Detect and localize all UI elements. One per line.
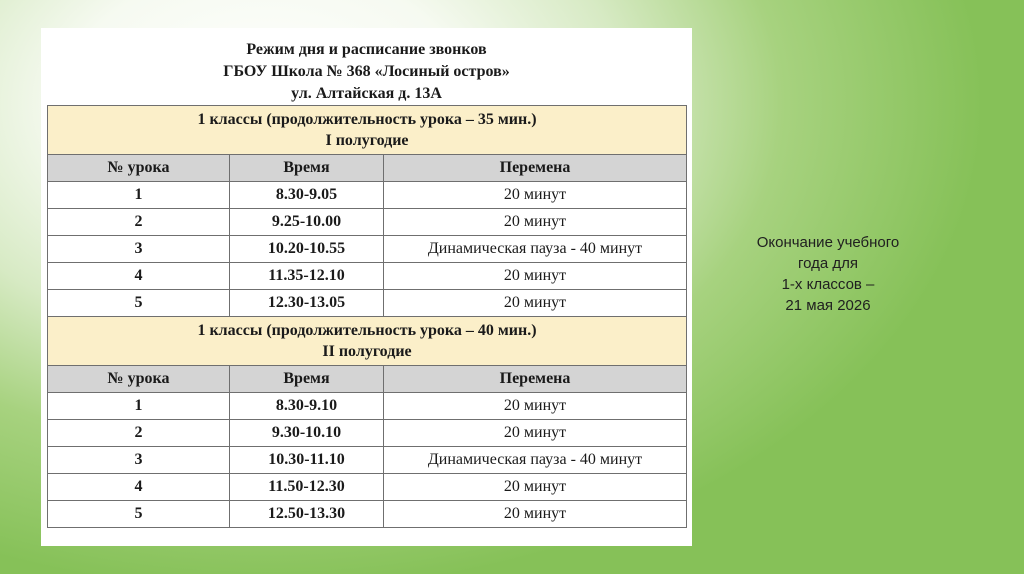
column-header-time: Время <box>230 155 384 182</box>
lesson-time: 8.30-9.05 <box>230 182 384 209</box>
break-duration: 20 минут <box>384 420 687 447</box>
lesson-time: 9.25-10.00 <box>230 209 384 236</box>
schedule-document <box>41 28 692 546</box>
period-header <box>48 317 687 366</box>
column-header-break: Перемена <box>384 155 687 182</box>
note-line: года для <box>797 255 859 272</box>
column-header-lesson: № урока <box>48 366 230 393</box>
break-duration: 20 минут <box>384 290 687 317</box>
lesson-time: 11.50-12.30 <box>230 474 384 501</box>
lesson-number: 2 <box>48 209 230 236</box>
title-line: ГБОУ Школа № 368 «Лосиный остров» <box>223 63 510 80</box>
period-title: 1 классы (продолжительность урока – 35 мин.) <box>197 111 537 128</box>
bell-schedule-table <box>47 105 687 528</box>
column-header-row <box>48 155 687 182</box>
school-year-end-note <box>718 232 938 316</box>
period-header <box>48 106 687 155</box>
lesson-time: 11.35-12.10 <box>230 263 384 290</box>
lesson-time: 9.30-10.10 <box>230 420 384 447</box>
lesson-number: 4 <box>48 263 230 290</box>
title-line: Режим дня и расписание звонков <box>246 41 487 58</box>
break-duration: 20 минут <box>384 393 687 420</box>
table-row <box>48 236 687 263</box>
lesson-number: 2 <box>48 420 230 447</box>
table-row <box>48 209 687 236</box>
note-line: 21 мая 2026 <box>785 297 871 314</box>
break-duration: 20 минут <box>384 209 687 236</box>
lesson-time: 12.30-13.05 <box>230 290 384 317</box>
table-row <box>48 474 687 501</box>
period-header-row <box>48 106 687 155</box>
break-duration: 20 минут <box>384 474 687 501</box>
break-duration: Динамическая пауза - 40 минут <box>384 447 687 474</box>
table-row <box>48 501 687 528</box>
table-row <box>48 182 687 209</box>
lesson-number: 4 <box>48 474 230 501</box>
period-subtitle: II полугодие <box>322 343 412 360</box>
lesson-time: 10.30-11.10 <box>230 447 384 474</box>
document-title <box>47 36 686 105</box>
title-line: ул. Алтайская д. 13А <box>291 85 442 102</box>
column-header-lesson: № урока <box>48 155 230 182</box>
lesson-time: 10.20-10.55 <box>230 236 384 263</box>
lesson-number: 1 <box>48 182 230 209</box>
note-line: 1-х классов – <box>781 276 875 293</box>
lesson-number: 1 <box>48 393 230 420</box>
period-title: 1 классы (продолжительность урока – 40 мин.) <box>197 322 537 339</box>
lesson-time: 8.30-9.10 <box>230 393 384 420</box>
lesson-number: 3 <box>48 447 230 474</box>
note-line: Окончание учебного <box>756 234 900 251</box>
lesson-number: 3 <box>48 236 230 263</box>
lesson-number: 5 <box>48 290 230 317</box>
break-duration: 20 минут <box>384 263 687 290</box>
column-header-time: Время <box>230 366 384 393</box>
table-row <box>48 420 687 447</box>
lesson-time: 12.50-13.30 <box>230 501 384 528</box>
column-header-row <box>48 366 687 393</box>
break-duration: Динамическая пауза - 40 минут <box>384 236 687 263</box>
break-duration: 20 минут <box>384 501 687 528</box>
period-subtitle: I полугодие <box>325 132 409 149</box>
period-header-row <box>48 317 687 366</box>
table-row <box>48 393 687 420</box>
table-row <box>48 290 687 317</box>
lesson-number: 5 <box>48 501 230 528</box>
table-row <box>48 447 687 474</box>
column-header-break: Перемена <box>384 366 687 393</box>
break-duration: 20 минут <box>384 182 687 209</box>
table-row <box>48 263 687 290</box>
